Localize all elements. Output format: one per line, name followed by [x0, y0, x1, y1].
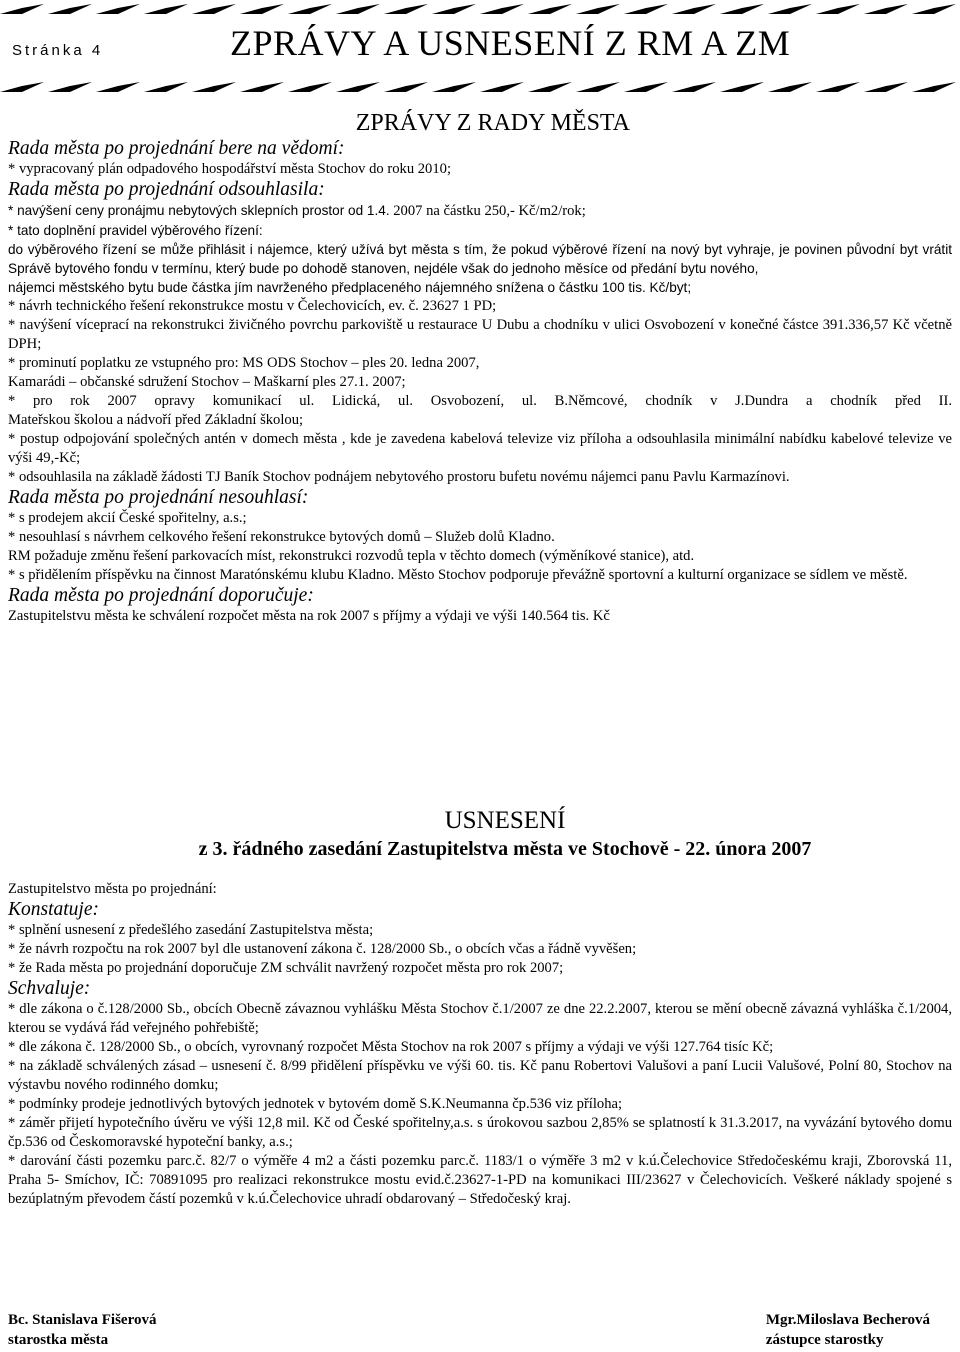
paragraph: * na základě schválených zásad – usnesení č. 8/99 přidělení příspěvku ve výši 60. tis. Kč panu Robertovi Valušovi a paní Lucii Valušové, Polní 80, Stochov na výstavbu nového rodinného domku; — [8, 1058, 952, 1093]
paragraph: * postup odpojování společných antén v domech města , kde je zavedena kabelová televize viz příloha a odsouhlasila minimální nabídku kabelové televize ve výši 49,-Kč; — [8, 431, 952, 466]
header-decoration-top — [0, 2, 960, 16]
paragraph: Mateřskou školou a nádvoří před Základní školou; — [8, 412, 304, 428]
usneseni-body — [8, 880, 952, 1209]
paragraph: * odsouhlasila na základě žádosti TJ Baník Stochov podnájem nebytového prostoru bufetu novému nájemci panu Pavlu Karmazínovi. — [8, 469, 790, 485]
paragraph: * podmínky prodeje jednotlivých bytových jednotek v bytovém domě S.K.Neumanna čp.536 viz příloha; — [8, 1096, 623, 1112]
signature-name: Bc. Stanislava Fišerová — [8, 1312, 157, 1328]
subheading-doporucuje: Rada města po projednání doporučuje: — [8, 585, 314, 606]
page-number-label: Stránka 4 — [12, 42, 104, 59]
paragraph — [8, 201, 952, 221]
subheading-nesouhlasi: Rada města po projednání nesouhlasí: — [8, 487, 309, 508]
paragraph: * navýšení víceprací na rekonstrukci živičného povrchu parkoviště u restaurace U Dubu a chodníku v ulici Osvobození v konečné částce 391.336,57 Kč včetně DPH; — [8, 317, 952, 352]
paragraph: * prominutí poplatku ze vstupného pro: MS ODS Stochov – ples 20. ledna 2007, — [8, 355, 480, 371]
paragraph: * záměr přijetí hypotečního úvěru ve výši 12,8 mil. Kč od České spořitelny,a.s. s úrokovou sazbou 2,85% se splatností k 31.3.2017, na vyvázání bytového domu čp.536 od Českomoravské hypoteční banky, a.s.; — [8, 1115, 952, 1150]
page-title: ZPRÁVY A USNESENÍ Z RM A ZM — [230, 23, 791, 63]
subheading-bere: Rada města po projednání bere na vědomí: — [8, 138, 345, 159]
usneseni-subtitle: z 3. řádného zasedání Zastupitelstva města ve Stochově - 22. února 2007 — [198, 838, 812, 860]
text-span: 2007 na částku 250,- Kč/m2/rok; — [389, 203, 586, 219]
signature-right — [766, 1310, 930, 1350]
header-decoration-bottom — [0, 80, 960, 94]
subheading-schvaluje: Schvaluje: — [8, 978, 91, 999]
paragraph: Zastupitelstvo města po projednání: — [8, 881, 217, 897]
paragraph: * dle zákona o č.128/2000 Sb., obcích Obecně závaznou vyhlášku Města Stochov č.1/2007 ze dne 22.2.2007, kterou se mění obecně závazná vyhláška č.1/2004, kterou se vydává řád veřejného pohřebiště; — [8, 1001, 952, 1036]
usneseni-header — [8, 806, 952, 862]
paragraph: * s prodejem akcií České spořitelny, a.s.; — [8, 510, 247, 526]
paragraph: * s přidělením příspěvku na činnost Maratónskému klubu Kladno. Město Stochov podporuje převážně sportovní a kulturní organizace se sídlem ve městě. — [8, 567, 908, 583]
paragraph: * dle zákona č. 128/2000 Sb., o obcích, vyrovnaný rozpočet Města Stochov na rok 2007 s příjmy a výdaji ve výši 127.764 tisíc Kč; — [8, 1039, 774, 1055]
paragraph: * tato doplnění pravidel výběrového řízení: — [8, 223, 263, 238]
paragraph: RM požaduje změnu řešení parkovacích míst, rekonstrukci rozvodů tepla v těchto domech (výměníkové stanice), atd. — [8, 548, 695, 564]
signature-left — [8, 1310, 156, 1350]
paragraph: * splnění usnesení z předešlého zasedání Zastupitelstva města; — [8, 922, 374, 938]
subheading-konstatuje: Konstatuje: — [8, 899, 99, 920]
signature-role: starostka města — [8, 1332, 109, 1348]
paragraph: * vypracovaný plán odpadového hospodářství města Stochov do roku 2010; — [8, 161, 452, 177]
paragraph: Kamarádi – občanské sdružení Stochov – Maškarní ples 27.1. 2007; — [8, 374, 406, 390]
signature-role: zástupce starostky — [765, 1332, 884, 1348]
paragraph: Zastupitelstvu města ke schválení rozpočet města na rok 2007 s příjmy a výdaji ve výši 140.564 tis. Kč — [8, 608, 610, 624]
paragraph: do výběrového řízení se může přihlásit i nájemce, který užívá byt města s tím, že pokud výběrové řízení na nový byt vyhraje, je povinen původní byt vrátit Správě bytového fondu v termínu, který bude po dohodě stanoven, nejdéle však do jednoho měsíce od předání bytu nového, — [8, 242, 952, 276]
zpravy-section — [8, 108, 952, 626]
usneseni-title: USNESENÍ — [444, 807, 566, 834]
section-title: ZPRÁVY Z RADY MĚSTA — [355, 110, 630, 136]
signature-name: Mgr.Miloslava Becherová — [765, 1312, 930, 1328]
subheading-odsouhlasila: Rada města po projednání odsouhlasila: — [8, 179, 325, 200]
paragraph: * darování části pozemku parc.č. 82/7 o výměře 4 m2 a části pozemku parc.č. 1183/1 o výměře 3 m2 v k.ú.Čelechovice Středočeskému kraji, Zborovská 11, Praha 5- Smíchov, IČ: 70891095 pro realizaci rekonstrukce mostu evid.č.23627-1-PD na komunikaci III/23627 v Čelechovicích. Veškeré náklady spojené s bezúplatným převodem částí pozemků v k.ú.Čelechovice uhradí obdarovaný – Středočeský kraj. — [8, 1153, 952, 1207]
paragraph: * že návrh rozpočtu na rok 2007 byl dle ustanovení zákona č. 128/2000 Sb., o obcích včas a řádně vyvěšen; — [8, 941, 637, 957]
paragraph: nájemci městského bytu bude částka jím navrženého předplaceného nájemného snížena o částku 100 tis. Kč/byt; — [8, 280, 692, 295]
paragraph: * pro rok 2007 opravy komunikací ul. Lidická, ul. Osvobození, ul. B.Němcové, chodník v J.Dundra a chodník před II. — [8, 393, 952, 409]
text-span: * navýšení ceny pronájmu nebytových sklepních prostor od 1.4. — [8, 203, 390, 218]
paragraph: * že Rada města po projednání doporučuje ZM schválit navržený rozpočet města pro rok 2007; — [8, 960, 564, 976]
paragraph: * návrh technického řešení rekonstrukce mostu v Čelechovicích, ev. č. 23627 1 PD; — [8, 298, 497, 314]
paragraph: * nesouhlasí s návrhem celkového řešení rekonstrukce bytových domů – Služeb dolů Kladno. — [8, 529, 555, 545]
page-header — [0, 0, 960, 112]
